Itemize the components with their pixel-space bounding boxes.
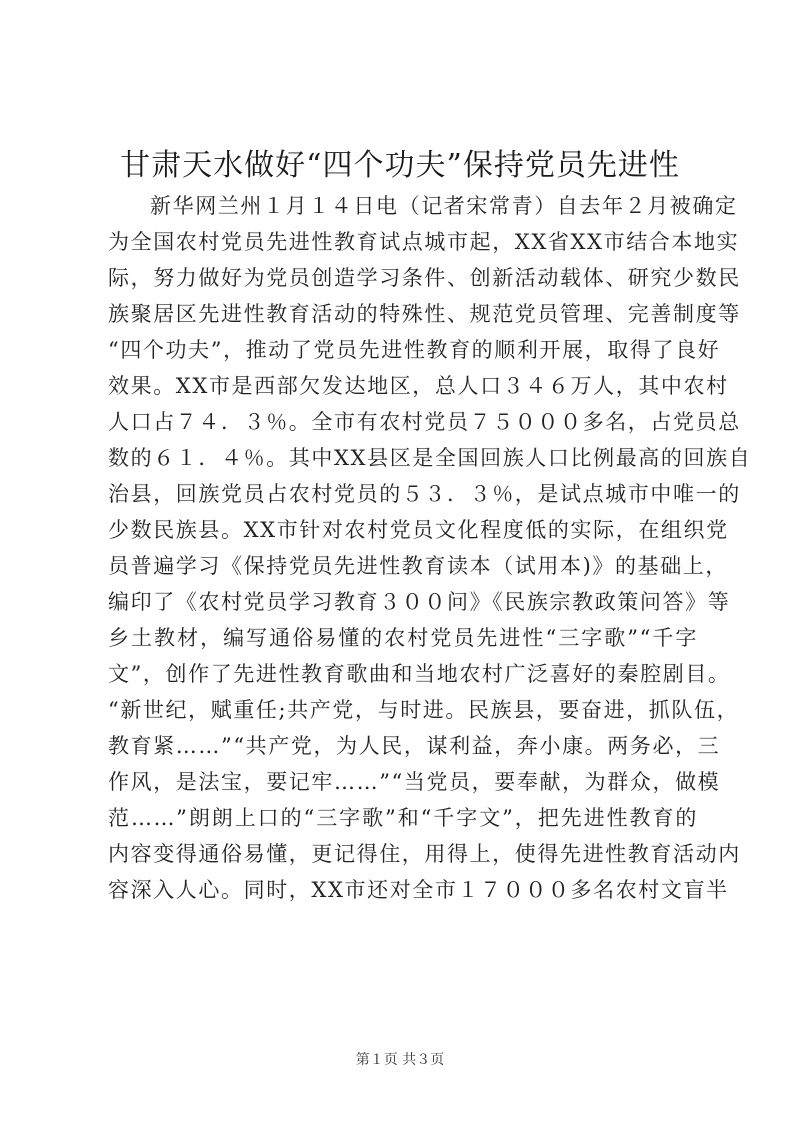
article-body [108, 188, 752, 908]
body-line: 教育紧……”“共产党，为人民，谋利益，奔小康。两务必，三 [108, 734, 721, 758]
body-line: 范……”朗朗上口的“三字歌”和“千字文”，把先进性教育的 [108, 806, 698, 830]
body-line: 编印了《农村党员学习教育３００问》《民族宗教政策问答》等 [108, 590, 731, 614]
body-line: 作风，是法宝，要记牢……”“当党员，要奉献，为群众，做模 [108, 770, 721, 794]
article-title: 甘肃天水做好“四个功夫”保持党员先进性 [120, 148, 680, 183]
body-line: “新世纪，赋重任;共产党，与时进。民族县，要奋进，抓队伍， [108, 698, 740, 722]
body-line: 族聚居区先进性教育活动的特殊性、规范党员管理、完善制度等 [108, 302, 741, 326]
body-line: 际，努力做好为党员创造学习条件、创新活动载体、研究少数民 [108, 266, 741, 290]
body-line: 新华网兰州１月１４日电（记者宋常青）自去年２月被确定 [150, 194, 738, 218]
body-line: 为全国农村党员先进性教育试点城市起，XX省XX市结合本地实 [108, 230, 740, 254]
body-line: 文”，创作了先进性教育歌曲和当地农村广泛喜好的秦腔剧目。 [108, 662, 731, 686]
body-line: 员普遍学习《保持党员先进性教育读本（试用本)》的基础上， [108, 554, 728, 578]
body-line: 容深入人心。同时，XX市还对全市１７０００多名农村文盲半 [108, 878, 729, 902]
body-line: 乡土教材，编写通俗易懂的农村党员先进性“三字歌”“千字 [108, 626, 698, 650]
body-line: 少数民族县。XX市针对农村党员文化程度低的实际，在组织党 [108, 518, 729, 542]
body-line: 数的６１．４％。其中XX县区是全国回族人口比例最高的回族自 [108, 446, 752, 470]
body-line: 效果。XX市是西部欠发达地区，总人口３４６万人，其中农村 [108, 374, 729, 398]
body-line: 治县，回族党员占农村党员的５３．３％，是试点城市中唯一的 [108, 482, 741, 506]
body-line: 内容变得通俗易懂，更记得住，用得上，使得先进性教育活动内 [108, 842, 741, 866]
page-number-footer: 第１页 共３页 [355, 1052, 445, 1068]
body-line: 人口占７４．３％。全市有农村党员７５０００多名，占党员总 [108, 410, 741, 434]
body-line: “四个功夫”，推动了党员先进性教育的顺利开展，取得了良好 [108, 338, 721, 362]
